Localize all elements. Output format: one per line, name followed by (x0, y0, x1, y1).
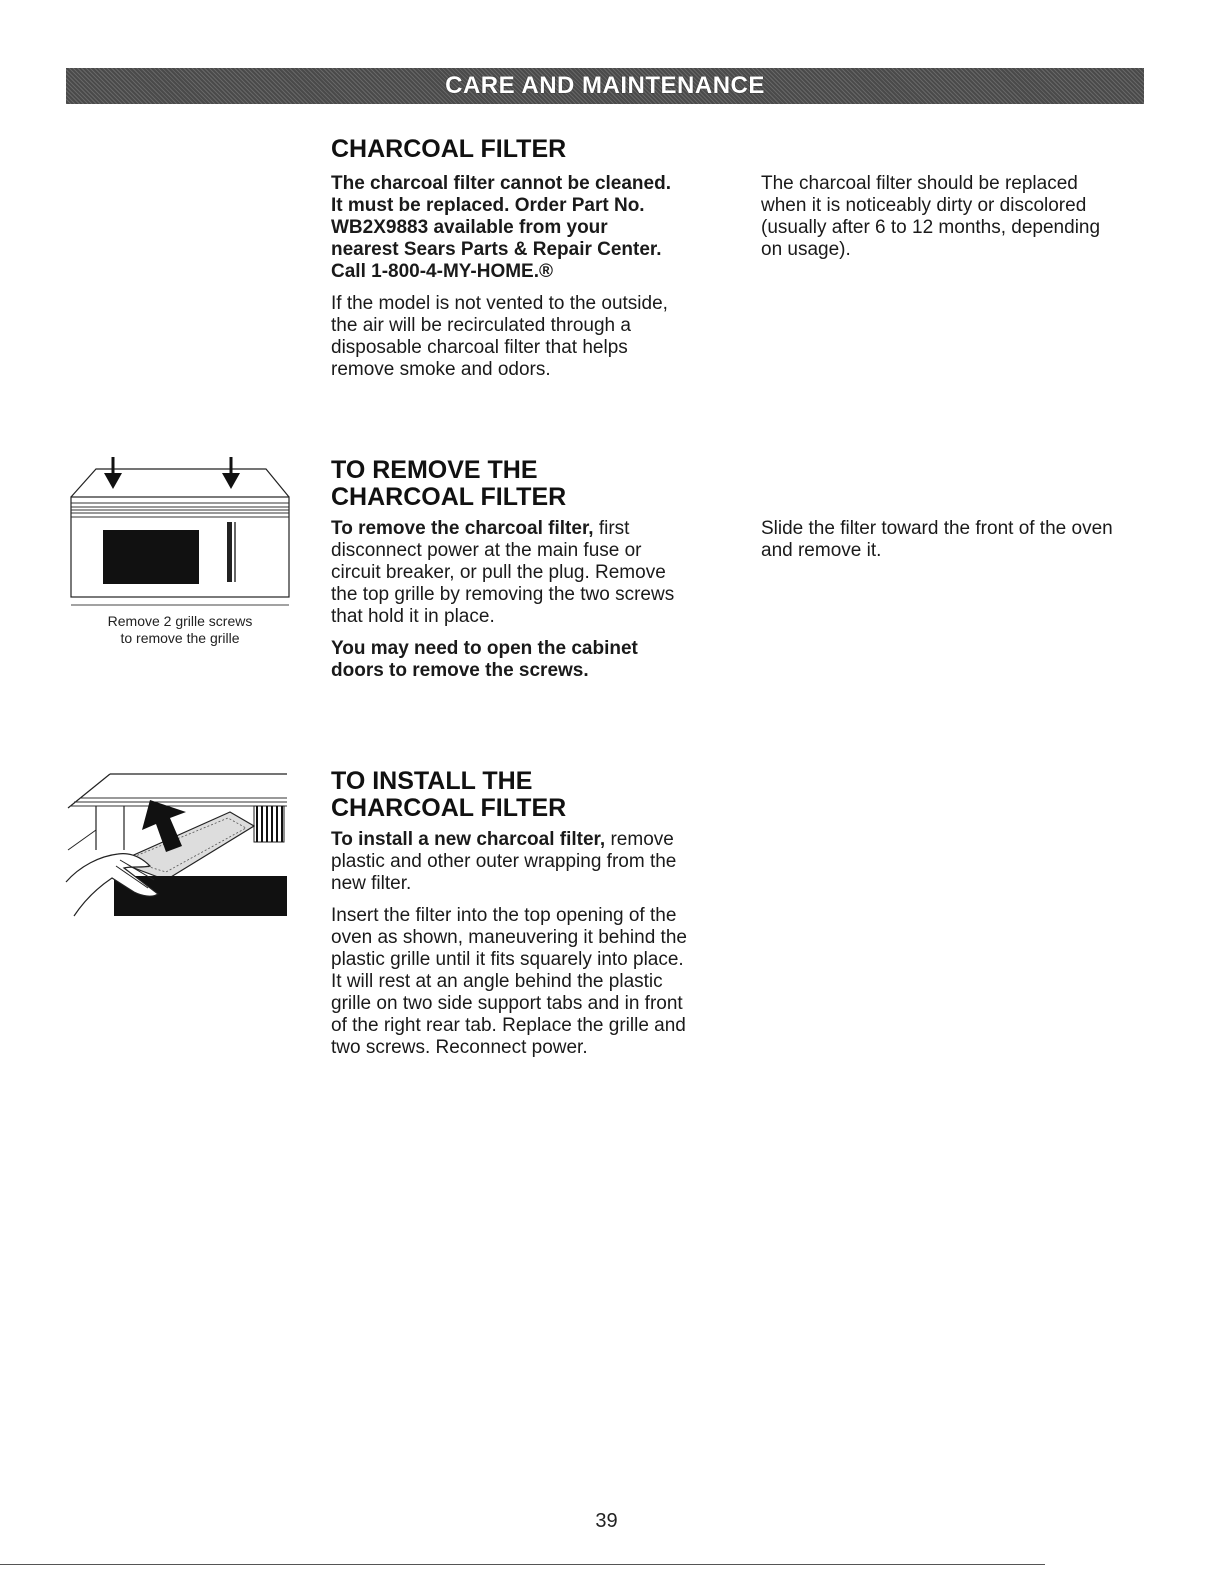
page-number: 39 (595, 1510, 618, 1532)
grille-screws-illustration (66, 455, 296, 610)
install-intro-paragraph: To install a new charcoal filter, remove plastic and other outer wrapping from the new filter. (331, 829, 677, 894)
install-filter-left-column (331, 829, 731, 1069)
figure-caption: Remove 2 grille screws to remove the grille (107, 613, 253, 646)
recirculation-paragraph: If the model is not vented to the outside, the air will be recirculated through a disposable charcoal filter that helps remove smoke and odors. (331, 293, 668, 380)
insert-arrow-icon (142, 800, 186, 852)
replacement-interval-paragraph: The charcoal filter should be replaced when it is noticeably dirty or discolored (usually after 6 to 12 months, depending on usage). (761, 173, 1101, 260)
charcoal-filter-right-column (761, 173, 1161, 271)
footer-rule (0, 1564, 1045, 1565)
banner-title: CARE AND MAINTENANCE (445, 72, 765, 99)
remove-filter-left-column (331, 518, 731, 692)
remove-filter-heading: TO REMOVE THE CHARCOAL FILTER (331, 456, 567, 511)
install-steps-paragraph: Insert the filter into the top opening of the oven as shown, maneuvering it behind the plastic grille until it fits squarely into place. It will rest at an angle behind the plastic grille on two side support tabs and in front of the right rear tab. Replace the grille and two screws. Reconnect power. (331, 905, 687, 1058)
charcoal-filter-heading: CHARCOAL FILTER (331, 135, 567, 163)
charcoal-filter-left-column (331, 173, 731, 391)
cabinet-doors-note: You may need to open the cabinet doors to remove the screws. (331, 638, 638, 681)
vent-icon (254, 806, 284, 842)
section-banner (66, 68, 1144, 104)
remove-instructions: To remove the charcoal filter, first disconnect power at the main fuse or circuit breaker, or pull the plug. Remove the top grille by removing the two screws that hold it in place. (331, 518, 675, 627)
remove-filter-right-column (761, 518, 1161, 572)
install-filter-heading: TO INSTALL THE CHARCOAL FILTER (331, 767, 567, 822)
install-filter-illustration (62, 770, 292, 920)
slide-filter-instruction: Slide the filter toward the front of the oven and remove it. (761, 518, 1113, 561)
replacement-notice: The charcoal filter cannot be cleaned. It must be replaced. Order Part No. WB2X9883 available from your nearest Sears Parts & Repair Center. Call 1-800-4-MY-HOME.® (331, 173, 671, 282)
screw-arrow-icon (104, 457, 122, 489)
screw-arrow-icon (222, 457, 240, 489)
